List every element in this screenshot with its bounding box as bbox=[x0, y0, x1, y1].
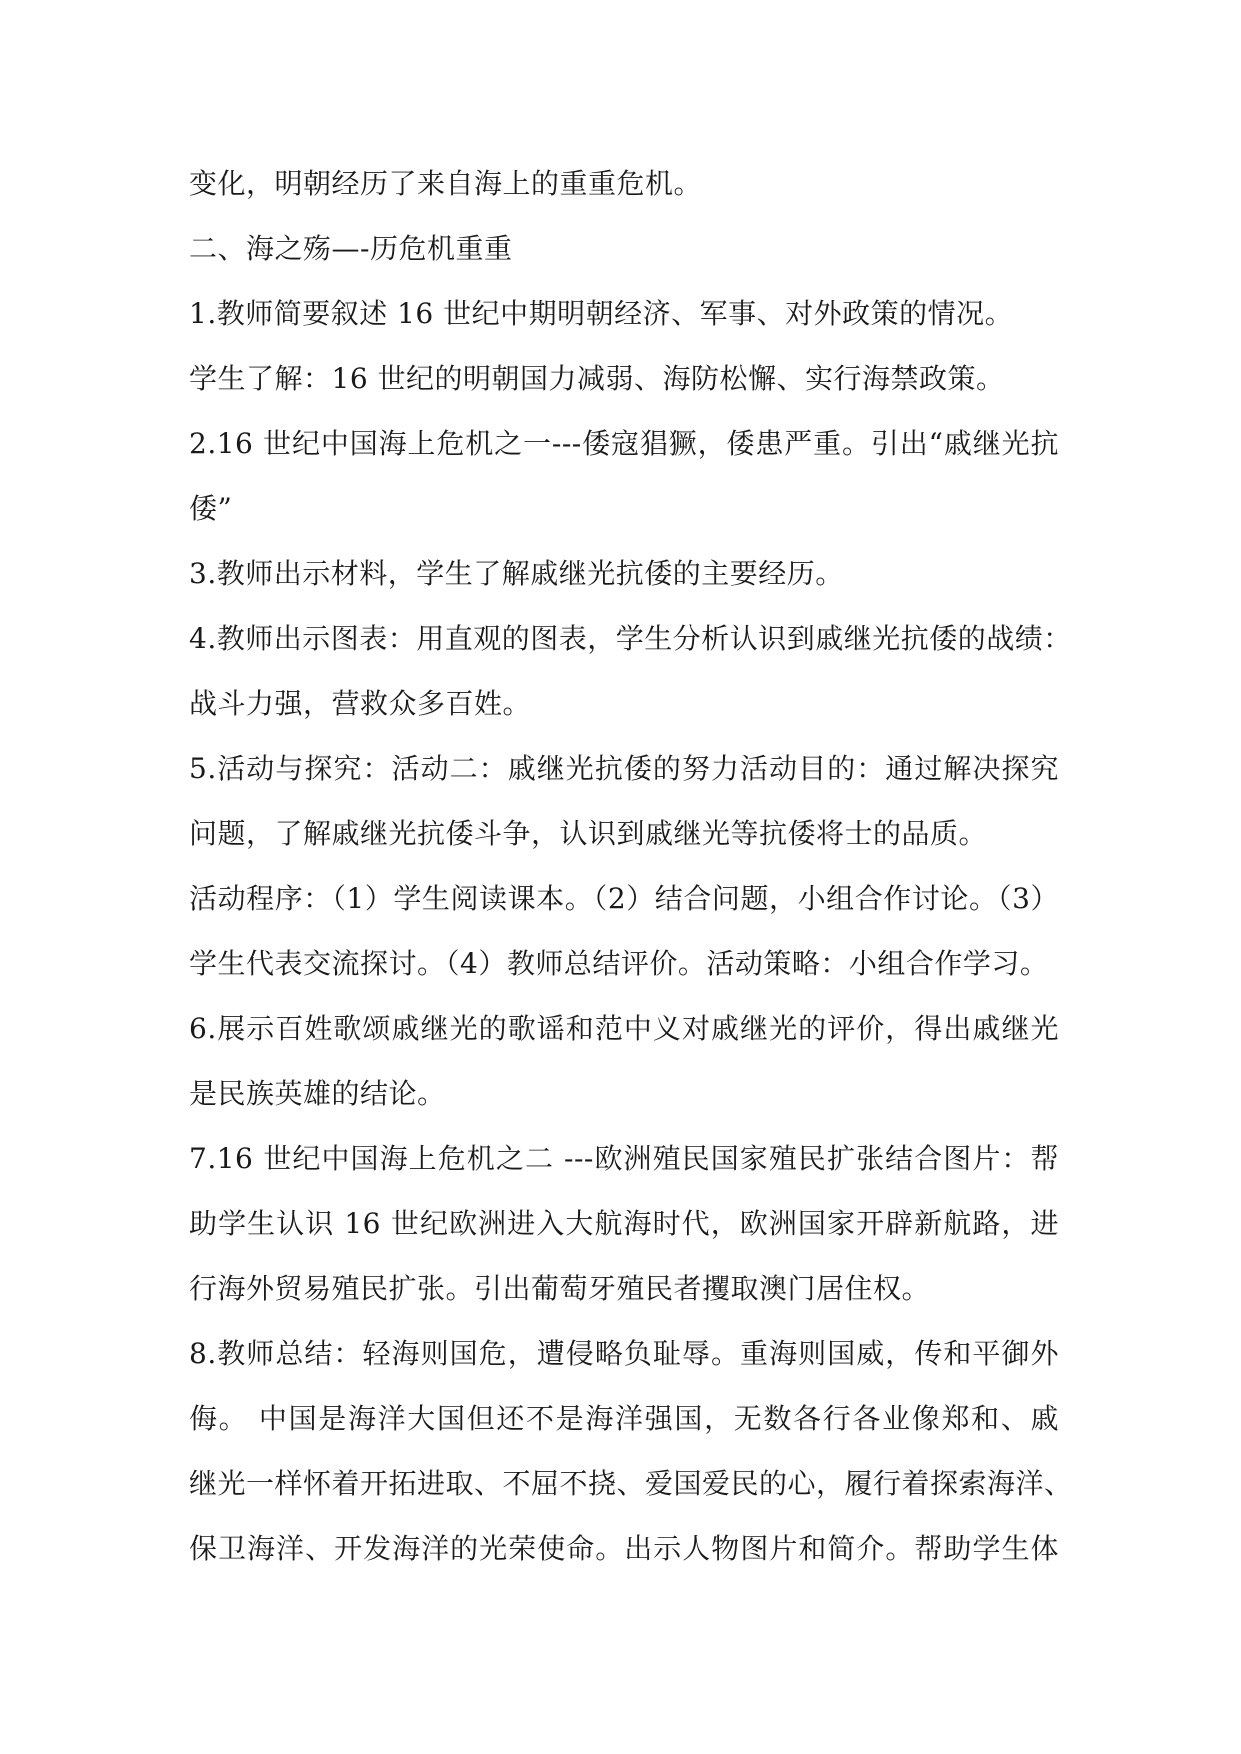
text-line: 6.展示百姓歌颂戚继光的歌谣和范中义对戚继光的评价，得出戚继光 bbox=[189, 1012, 1059, 1045]
text-line: 1.教师简要叙述 16 世纪中期明朝经济、军事、对外政策的情况。 bbox=[189, 297, 1014, 330]
text-line: 继光一样怀着开拓进取、不屈不挠、爱国爱民的心，履行着探索海洋、 bbox=[189, 1467, 1073, 1500]
text-line: 8.教师总结：轻海则国危，遭侵略负耻辱。重海则国威，传和平御外 bbox=[189, 1337, 1059, 1370]
document-body bbox=[189, 158, 1073, 1588]
section-heading: 二、海之殇—-历危机重重 bbox=[189, 232, 513, 265]
text-line: 2.16 世纪中国海上危机之一---倭寇猖獗，倭患严重。引出“戚继光抗 bbox=[189, 427, 1059, 460]
text-line: 行海外贸易殖民扩张。引出葡萄牙殖民者攫取澳门居住权。 bbox=[189, 1272, 931, 1305]
text-line: 保卫海洋、开发海洋的光荣使命。出示人物图片和简介。帮助学生体 bbox=[189, 1532, 1059, 1565]
text-line: 战斗力强，营救众多百姓。 bbox=[189, 687, 532, 720]
text-line: 活动程序：（1）学生阅读课本。（2）结合问题，小组合作讨论。（3） bbox=[189, 882, 1059, 915]
text-line: 侮。 中国是海洋大国但还不是海洋强国，无数各行各业像郑和、戚 bbox=[189, 1402, 1059, 1435]
text-line: 倭” bbox=[189, 492, 233, 525]
text-line: 5.活动与探究：活动二：戚继光抗倭的努力活动目的：通过解决探究 bbox=[189, 752, 1059, 785]
text-line: 4.教师出示图表：用直观的图表，学生分析认识到戚继光抗倭的战绩： bbox=[189, 622, 1072, 655]
text-line: 助学生认识 16 世纪欧洲进入大航海时代，欧洲国家开辟新航路，进 bbox=[189, 1207, 1059, 1240]
text-line: 是民族英雄的结论。 bbox=[189, 1077, 446, 1110]
text-line: 问题，了解戚继光抗倭斗争，认识到戚继光等抗倭将士的品质。 bbox=[189, 817, 988, 850]
text-line: 变化，明朝经历了来自海上的重重危机。 bbox=[189, 167, 703, 200]
text-line: 学生代表交流探讨。（4）教师总结评价。活动策略：小组合作学习。 bbox=[189, 947, 1049, 980]
text-line: 3.教师出示材料，学生了解戚继光抗倭的主要经历。 bbox=[189, 557, 844, 590]
text-line: 学生了解：16 世纪的明朝国力减弱、海防松懈、实行海禁政策。 bbox=[189, 362, 1005, 395]
text-line: 7.16 世纪中国海上危机之二 ---欧洲殖民国家殖民扩张结合图片：帮 bbox=[189, 1142, 1059, 1175]
